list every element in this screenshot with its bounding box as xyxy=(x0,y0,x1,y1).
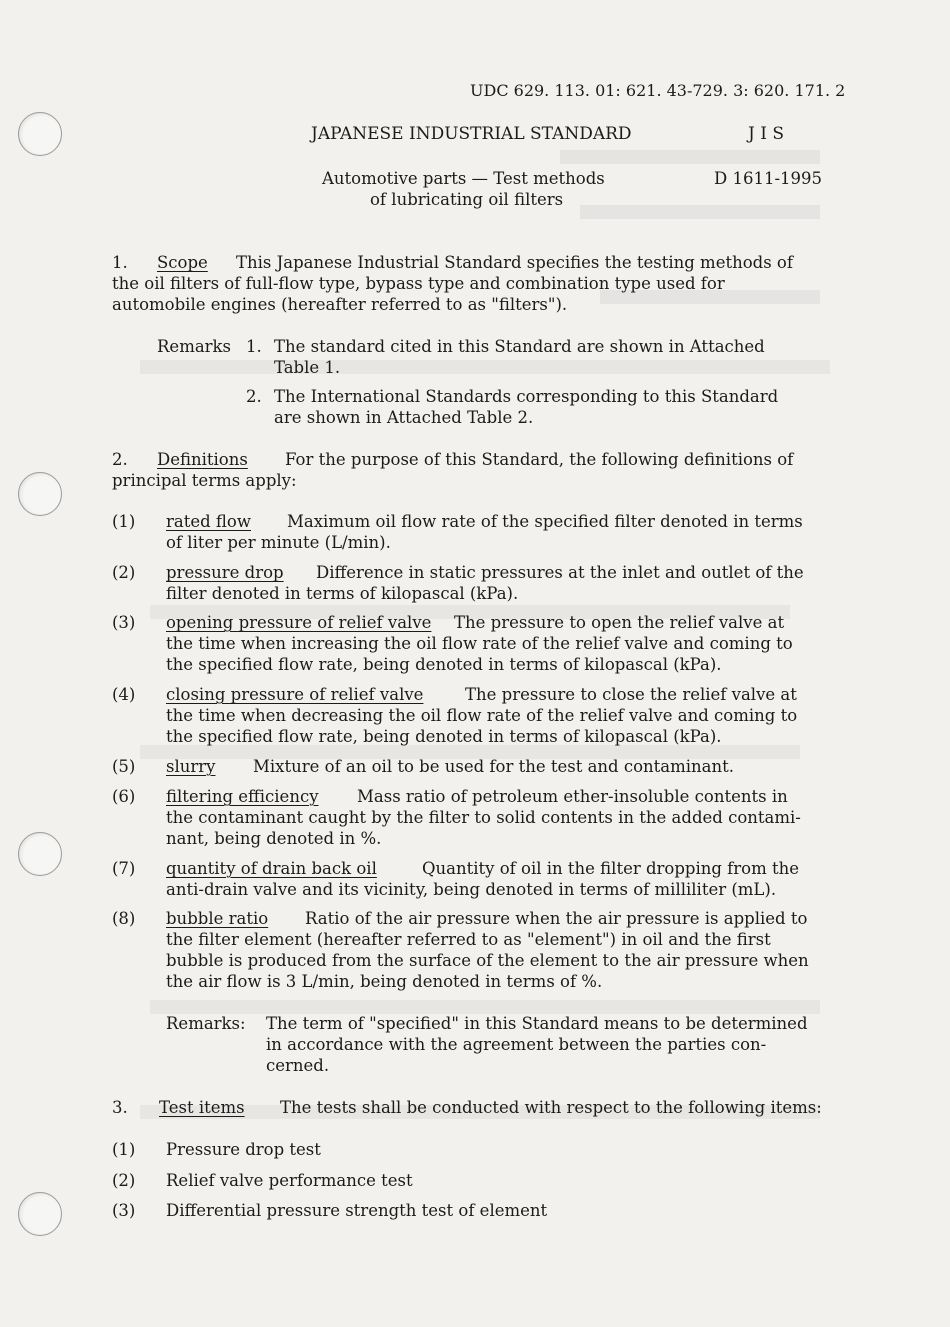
definition-text-line: nant, being denoted in %. xyxy=(166,829,382,848)
punch-hole-lower xyxy=(18,832,62,876)
remark-text-line: Table 1. xyxy=(274,358,341,377)
remark-number: 2. xyxy=(246,387,262,406)
definition-text-line: Maximum oil flow rate of the specified filter denoted in terms xyxy=(287,512,803,531)
definition-text-line: Difference in static pressures at the inlet and outlet of the xyxy=(316,563,804,582)
definition-text-line: The pressure to close the relief valve at xyxy=(465,685,797,704)
udc-code: UDC 629. 113. 01: 621. 43-729. 3: 620. 171. 2 xyxy=(470,81,846,100)
definition-text-line: the air flow is 3 L/min, being denoted in terms of %. xyxy=(166,972,603,991)
definition-text-line: bubble is produced from the surface of the element to the air pressure when xyxy=(166,951,809,970)
title-line-2: of lubricating oil filters xyxy=(370,190,564,209)
test-item-text: Pressure drop test xyxy=(166,1140,321,1159)
scope-text-line: This Japanese Industrial Standard specifies the testing methods of xyxy=(236,253,793,272)
definition-number: (7) xyxy=(112,859,136,878)
definition-text-line: anti-drain valve and its vicinity, being denoted in terms of milliliter (mL). xyxy=(166,880,777,899)
test-item-number: (2) xyxy=(112,1171,136,1190)
test-item-number: (3) xyxy=(112,1201,136,1220)
test-items-intro: The tests shall be conducted with respect to the following items: xyxy=(280,1098,822,1117)
remarks-label: Remarks xyxy=(157,337,232,356)
scope-text-line: the oil filters of full-flow type, bypass type and combination type used for xyxy=(112,274,725,293)
definition-text-line: the filter element (hereafter referred to as "element") in oil and the first xyxy=(166,930,771,949)
definition-text-line: the specified flow rate, being denoted in terms of kilopascal (kPa). xyxy=(166,655,722,674)
definition-number: (4) xyxy=(112,685,136,704)
definition-text-line: the specified flow rate, being denoted in terms of kilopascal (kPa). xyxy=(166,727,722,746)
jis-mark: J I S xyxy=(748,124,784,144)
remark-number: 1. xyxy=(246,337,262,356)
section-heading: Scope xyxy=(157,253,208,272)
definition-number: (2) xyxy=(112,563,136,582)
definition-number: (6) xyxy=(112,787,136,806)
remarks-label: Remarks: xyxy=(166,1014,246,1033)
definition-term: slurry xyxy=(166,757,216,776)
definition-text-line: the time when increasing the oil flow rate of the relief valve and coming to xyxy=(166,634,793,653)
definition-term: quantity of drain back oil xyxy=(166,859,377,878)
punch-hole-top xyxy=(18,112,62,156)
punch-hole-upper xyxy=(18,472,62,516)
definition-term: filtering efficiency xyxy=(166,787,319,806)
definition-term: opening pressure of relief valve xyxy=(166,613,432,632)
definition-number: (1) xyxy=(112,512,136,531)
definition-term: pressure drop xyxy=(166,563,284,582)
section-heading: Definitions xyxy=(157,450,248,469)
definition-text-line: filter denoted in terms of kilopascal (kPa). xyxy=(166,584,519,603)
definition-number: (5) xyxy=(112,757,136,776)
definition-text-line: Mixture of an oil to be used for the test and contaminant. xyxy=(253,757,735,776)
definition-text-line: Quantity of oil in the filter dropping from the xyxy=(422,859,800,878)
definition-text-line: the time when decreasing the oil flow rate of the relief valve and coming to xyxy=(166,706,798,725)
definition-text-line: the contaminant caught by the filter to solid contents in the added contami- xyxy=(166,808,801,827)
definitions-text-line: principal terms apply: xyxy=(112,471,297,490)
title-line-1: Automotive parts — Test methods xyxy=(322,169,605,188)
definition-number: (8) xyxy=(112,909,136,928)
section-number: 1. xyxy=(112,253,128,272)
definition-number: (3) xyxy=(112,613,136,632)
test-item-number: (1) xyxy=(112,1140,136,1159)
definition-term: bubble ratio xyxy=(166,909,269,928)
definition-text-line: The pressure to open the relief valve at xyxy=(454,613,785,632)
section-heading: Test items xyxy=(159,1098,245,1117)
definition-term: rated flow xyxy=(166,512,251,531)
section-number: 3. xyxy=(112,1098,128,1117)
remarks-text-line: in accordance with the agreement between the parties con- xyxy=(266,1035,767,1054)
remark-text-line: The International Standards corresponding to this Standard xyxy=(274,387,779,406)
remark-text-line: The standard cited in this Standard are shown in Attached xyxy=(274,337,765,356)
definition-text-line: of liter per minute (L/min). xyxy=(166,533,391,552)
standard-number: D 1611-1995 xyxy=(714,169,823,188)
punch-hole-bottom xyxy=(18,1192,62,1236)
definition-text-line: Ratio of the air pressure when the air pressure is applied to xyxy=(305,909,808,928)
definition-term: closing pressure of relief valve xyxy=(166,685,424,704)
remarks-text-line: cerned. xyxy=(266,1056,330,1075)
test-item-text: Differential pressure strength test of element xyxy=(166,1201,548,1220)
section-number: 2. xyxy=(112,450,128,469)
definitions-text-line: For the purpose of this Standard, the following definitions of xyxy=(285,450,794,469)
scope-text-line: automobile engines (hereafter referred to as "filters"). xyxy=(112,295,568,314)
remark-text-line: are shown in Attached Table 2. xyxy=(274,408,534,427)
test-item-text: Relief valve performance test xyxy=(166,1171,413,1190)
standard-name: JAPANESE INDUSTRIAL STANDARD xyxy=(311,124,632,144)
remarks-text-line: The term of "specified" in this Standard means to be determined xyxy=(266,1014,808,1033)
definition-text-line: Mass ratio of petroleum ether-insoluble contents in xyxy=(357,787,788,806)
